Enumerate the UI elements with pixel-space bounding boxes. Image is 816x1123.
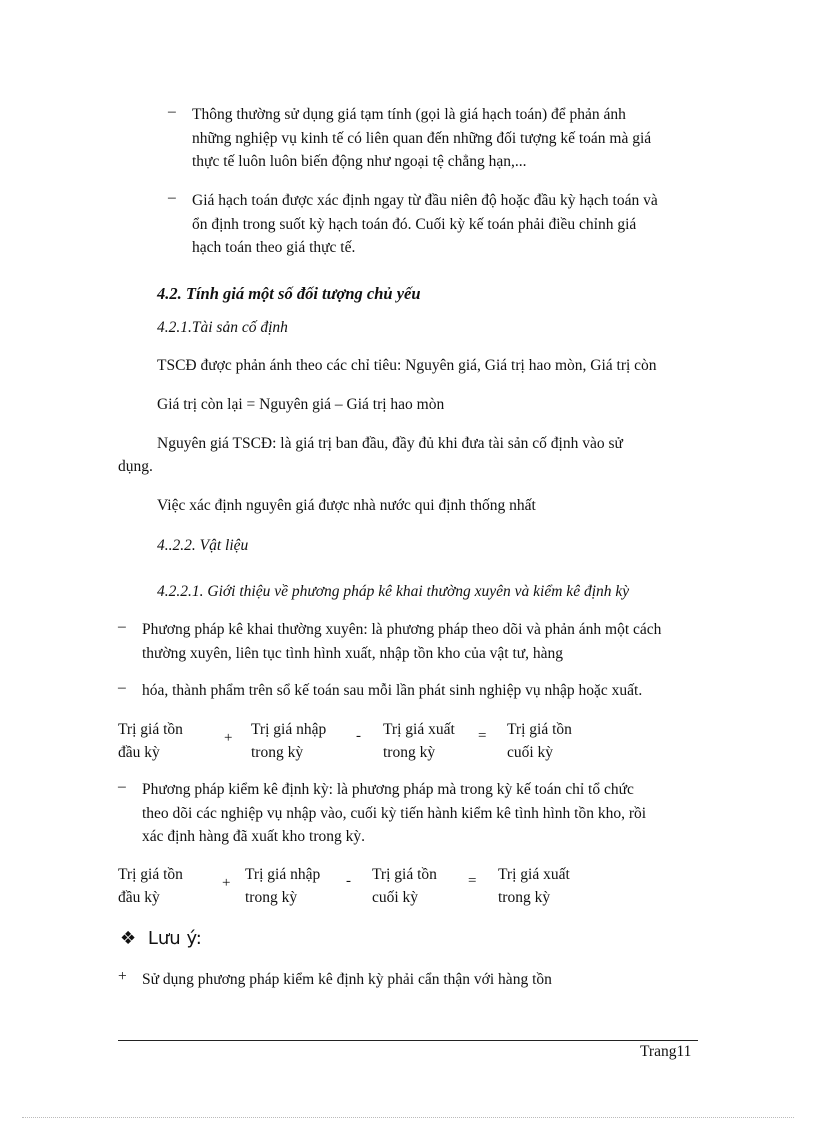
dash-mark: – xyxy=(168,189,176,206)
term-line: Trị giá nhập xyxy=(245,866,321,883)
page-edge-divider xyxy=(22,1117,794,1118)
term-ton-cuoi-ky xyxy=(372,863,462,909)
text-line: hạch toán theo giá thực tế. xyxy=(192,239,356,256)
paragraph-tscd: TSCĐ được phản ánh theo các chỉ tiêu: Nguyên giá, Giá trị hao mòn, Giá trị còn xyxy=(157,357,657,374)
note-item-text: Sử dụng phương pháp kiểm kê định kỳ phải cẩn thận với hàng tồn xyxy=(142,971,552,988)
term-line: Trị giá nhập xyxy=(251,721,327,738)
operator-equals: = xyxy=(478,728,487,744)
text-line: Phương pháp kê khai thường xuyên: là phương pháp theo dõi và phản ánh một cách xyxy=(142,621,662,638)
term-line: Trị giá tồn xyxy=(507,721,572,738)
subheading-tai-san-co-dinh: 4.2.1.Tài sản cố định xyxy=(157,319,288,336)
term-line: trong kỳ xyxy=(245,889,298,906)
term-nhap-trong-ky xyxy=(245,863,320,909)
diamond-bullet-icon: ❖ xyxy=(120,928,137,949)
dash-mark: – xyxy=(118,679,126,696)
dash-mark: – xyxy=(118,618,126,635)
operator-equals: = xyxy=(468,873,477,889)
bullet-text xyxy=(192,103,698,174)
term-ton-dau-ky xyxy=(118,863,212,909)
operator-minus: - xyxy=(356,728,361,744)
section-heading: 4.2. Tính giá một số đối tượng chủ yếu xyxy=(157,284,421,303)
bullet-text xyxy=(192,189,698,260)
page-number: Trang11 xyxy=(640,1043,692,1060)
paragraph-xac-dinh: Việc xác định nguyên giá được nhà nước qui định thống nhất xyxy=(157,497,536,514)
term-line: trong kỳ xyxy=(383,744,436,761)
text-line: Giá hạch toán được xác định ngay từ đầu niên độ hoặc đầu kỳ hạch toán và xyxy=(192,192,658,209)
term-line: trong kỳ xyxy=(498,889,551,906)
term-xuat-trong-ky xyxy=(498,863,570,909)
term-line: Trị giá xuất xyxy=(383,721,455,738)
text-line: thường xuyên, liên tục tình hình xuất, nhập tồn kho của vật tư, hàng xyxy=(142,644,564,662)
paragraph-nguyen-gia-line2: dụng. xyxy=(118,458,153,475)
term-line: Trị giá tồn xyxy=(118,866,183,883)
text-line: những nghiệp vụ kinh tế có liên quan đến những đối tượng kế toán mà giá xyxy=(192,129,652,147)
term-line: cuối kỳ xyxy=(372,889,419,906)
text-line: Thông thường sử dụng giá tạm tính (gọi là giá hạch toán) để phản ánh xyxy=(192,106,626,123)
term-ton-cuoi-ky xyxy=(507,718,572,764)
paragraph-gia-tri-con-lai: Giá trị còn lại = Nguyên giá – Giá trị hao mòn xyxy=(157,396,445,413)
text-line: Phương pháp kiểm kê định kỳ: là phương pháp mà trong kỳ kế toán chỉ tổ chức xyxy=(142,781,634,798)
text-line: thực tế luôn luôn biến động như ngoại tệ chẳng hạn,... xyxy=(192,153,527,170)
dash-mark: – xyxy=(168,103,176,120)
term-line: trong kỳ xyxy=(251,744,304,761)
term-line: Trị giá xuất xyxy=(498,866,570,883)
bullet-text: hóa, thành phẩm trên sổ kế toán sau mỗi lần phát sinh nghiệp vụ nhập hoặc xuất. xyxy=(142,682,643,699)
operator-minus: - xyxy=(346,873,351,889)
term-line: đầu kỳ xyxy=(118,889,160,906)
term-xuat-trong-ky xyxy=(383,718,455,764)
note-heading xyxy=(120,928,202,949)
dash-mark: – xyxy=(118,778,126,795)
plus-mark: + xyxy=(118,968,127,985)
text-line: xác định hàng đã xuất kho trong kỳ. xyxy=(142,828,365,845)
term-line: đầu kỳ xyxy=(118,744,160,761)
subheading-vat-lieu: 4..2.2. Vật liệu xyxy=(157,537,249,554)
term-line: Trị giá tồn xyxy=(118,721,183,738)
text-line: theo dõi các nghiệp vụ nhập vào, cuối kỳ tiến hành kiểm kê tình hình tồn kho, rồi xyxy=(142,804,647,822)
term-line: cuối kỳ xyxy=(507,744,554,761)
paragraph-nguyen-gia-line1: Nguyên giá TSCĐ: là giá trị ban đầu, đầy đủ khi đưa tài sản cố định vào sử xyxy=(157,435,623,452)
footer-divider xyxy=(118,1040,698,1041)
bullet-text xyxy=(142,778,698,849)
formula-kkdk xyxy=(118,863,618,913)
term-line: Trị giá tồn xyxy=(372,866,437,883)
term-nhap-trong-ky xyxy=(251,718,326,764)
note-title: Lưu ý: xyxy=(147,928,202,949)
term-ton-dau-ky xyxy=(118,718,212,764)
operator-plus: + xyxy=(222,875,231,891)
operator-plus: + xyxy=(224,730,233,746)
text-line: ổn định trong suốt kỳ hạch toán đó. Cuối kỳ kế toán phải điều chỉnh giá xyxy=(192,215,637,233)
subheading-phuong-phap: 4.2.2.1. Giới thiệu về phương pháp kê khai thường xuyên và kiểm kê định kỳ xyxy=(157,583,630,600)
bullet-text xyxy=(142,618,698,665)
formula-kktx xyxy=(118,718,618,768)
